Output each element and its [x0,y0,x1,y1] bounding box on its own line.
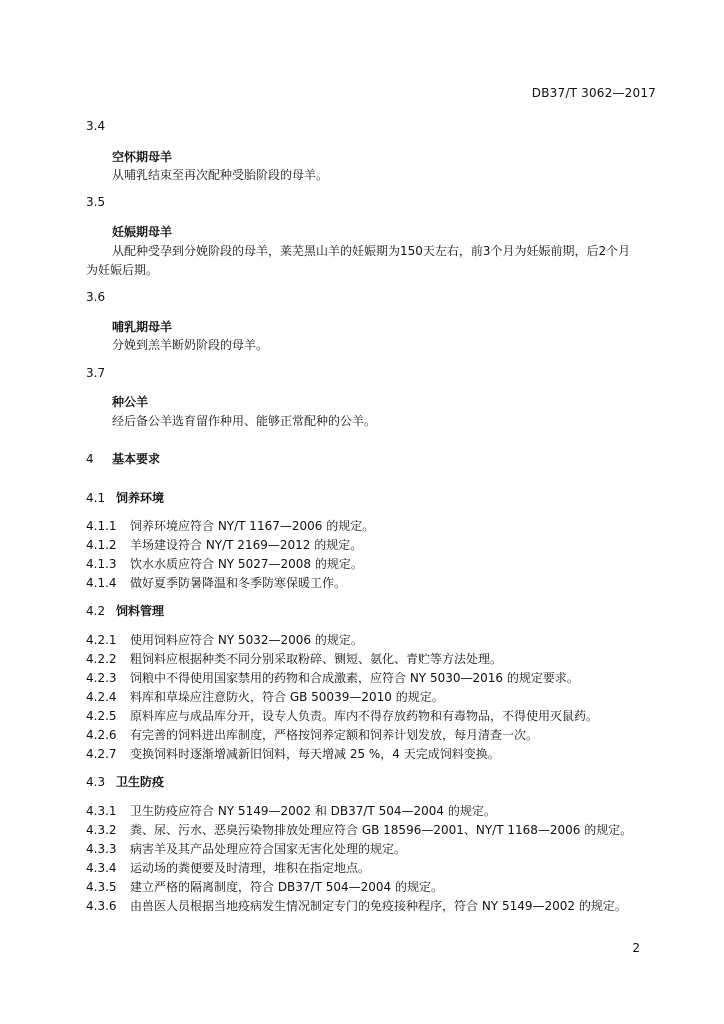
subsection-number: 4.3 [86,775,106,789]
clause-text: 饲粮中不得使用国家禁用的药物和合成激素，应符合 NY 5030—2016 的规定要求。 [130,671,579,685]
clause-number: 4.2.5 [86,709,117,723]
clause-text: 变换饲料时逐渐增减新旧饲料，每天增减 25 %，4 天完成饲料变换。 [130,747,500,761]
clause [86,802,496,819]
clause [86,707,598,724]
clause-text: 由兽医人员根据当地疫病发生情况制定专门的免疫接种程序，符合 NY 5149—2002 的规定。 [130,899,627,913]
clause-text: 病害羊及其产品处理应符合国家无害化处理的规定。 [130,842,407,856]
term-title: 种公羊 [112,395,149,409]
clause [86,859,370,876]
clause-text: 粗饲料应根据种类不同分别采取粉碎、铡短、氨化、青贮等方法处理。 [130,652,503,666]
subsection-heading [86,489,164,506]
clause [86,878,443,895]
term-definition: 经后备公羊选育留作种用、能够正常配种的公羊。 [112,414,377,428]
section-heading [86,450,160,467]
clause-number: 4.2.4 [86,690,117,704]
clause-number: 4.2.2 [86,652,117,666]
clause [86,517,374,534]
clause [86,555,363,572]
clause [86,840,406,857]
clause-number: 4.3.2 [86,823,117,837]
subsection-title: 饲养环境 [116,491,165,505]
subsection-number: 4.2 [86,604,106,618]
clause-number: 4.2.7 [86,747,117,761]
subsection-number: 4.1 [86,491,106,505]
clause-number: 4.3.3 [86,842,117,856]
clause-number: 4.1.2 [86,538,117,552]
clause-number: 4.2.6 [86,728,117,742]
clause-text: 原料库应与成品库分开，设专人负责。库内不得存放药物和有毒物品，不得使用灭鼠药。 [130,709,599,723]
clause-number: 4.3.5 [86,880,117,894]
clause-text: 卫生防疫应符合 NY 5149—2002 和 DB37/T 504—2004 的规定。 [130,804,496,818]
standard-code: DB37/T 3062—2017 [531,86,656,100]
term-definition: 分娩到羔羊断奶阶段的母羊。 [112,338,269,352]
subsection-title: 卫生防疫 [116,775,165,789]
clause-text: 建立严格的隔离制度，符合 DB37/T 504—2004 的规定。 [130,880,444,894]
clause [86,574,346,591]
clause-number: 4.1.3 [86,557,117,571]
page-number: 2 [632,941,640,955]
clause-number: 4.2.1 [86,633,117,647]
section-title: 基本要求 [112,452,161,466]
term-number: 3.4 [86,119,106,133]
subsection-heading [86,773,164,790]
section-number: 4 [86,452,94,466]
term-number: 3.7 [86,366,106,380]
clause-text: 饲养环境应符合 NY/T 1167—2006 的规定。 [130,519,375,533]
clause-text: 粪、尿、污水、恶臭污染物排放处理应符合 GB 18596—2001、NY/T 1168—2006 的规定。 [130,823,633,837]
clause-number: 4.1.1 [86,519,117,533]
term-definition-continued: 为妊娠后期。 [86,263,159,277]
clause-number: 4.3.1 [86,804,117,818]
term-title: 哺乳期母羊 [112,320,173,334]
clause-number: 4.1.4 [86,576,117,590]
term-number: 3.6 [86,290,106,304]
clause [86,745,500,762]
clause-text: 料库和草垛应注意防火，符合 GB 50039—2010 的规定。 [130,690,444,704]
clause-text: 羊场建设符合 NY/T 2169—2012 的规定。 [130,538,363,552]
clause-number: 4.2.3 [86,671,117,685]
clause [86,536,362,553]
subsection-heading [86,602,164,619]
clause [86,688,444,705]
subsection-title: 饲料管理 [116,604,165,618]
clause [86,897,627,914]
term-title: 空怀期母羊 [112,150,173,164]
clause [86,669,579,686]
clause-text: 运动场的粪便要及时清理，堆积在指定地点。 [130,861,371,875]
clause [86,650,502,667]
clause [86,821,632,838]
clause-text: 使用饲料应符合 NY 5032—2006 的规定。 [130,633,363,647]
term-title: 妊娠期母羊 [112,225,173,239]
clause-number: 4.3.6 [86,899,117,913]
clause [86,726,538,743]
clause-text: 做好夏季防暑降温和冬季防寒保暖工作。 [130,576,347,590]
term-definition: 从配种受孕到分娩阶段的母羊，莱芜黑山羊的妊娠期为150天左右，前3个月为妊娠前期，后2个月 [112,244,631,258]
clause-number: 4.3.4 [86,861,117,875]
term-number: 3.5 [86,195,106,209]
clause-text: 有完善的饲料进出库制度，严格按饲养定额和饲养计划发放，每月清查一次。 [130,728,539,742]
clause [86,631,363,648]
clause-text: 饮水水质应符合 NY 5027—2008 的规定。 [130,557,363,571]
term-definition: 从哺乳结束至再次配种受胎阶段的母羊。 [112,168,329,182]
